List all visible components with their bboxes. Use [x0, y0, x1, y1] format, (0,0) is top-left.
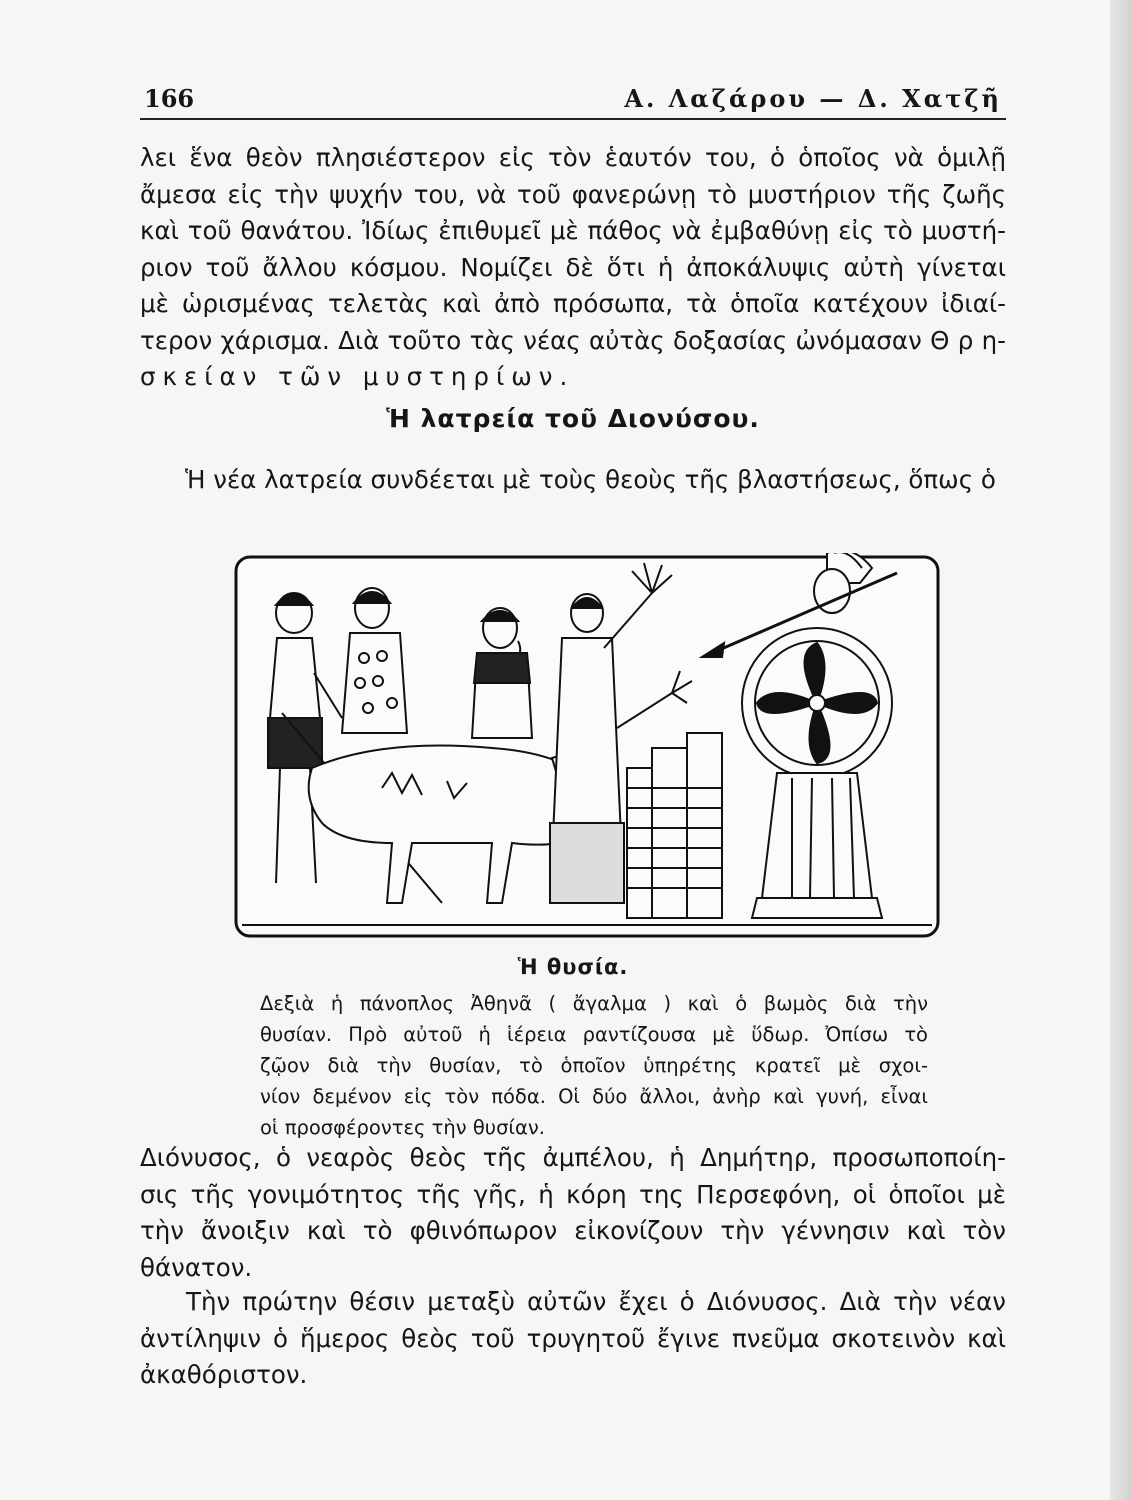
text-line: θάνατον. — [140, 1252, 253, 1282]
vase-painting-drawing — [232, 553, 942, 940]
text-line: ριον τοῦ ἄλλου κόσμου. Νομίζει δὲ ὅτι ἡ ἀποκάλυψις αὐτὴ γίνεται — [140, 252, 1006, 282]
text-line: Ἡ νέα λατρεία συνδέεται μὲ τοὺς θεοὺς τῆς βλαστήσεως, ὅπως ὁ — [185, 465, 996, 494]
text-line: σις τῆς γονιμότητος τῆς γῆς, ἡ κόρη της Περσεφόνη, οἱ ὁποῖοι μὲ — [140, 1179, 1006, 1209]
text-line: τὴν ἄνοιξιν καὶ τὸ φθινόπωρον εἰκονίζουν τὴν γέννησιν καὶ τὸν — [140, 1216, 1006, 1245]
caption-line: θυσίαν. Πρὸ αὐτοῦ ἡ ἱέρεια ραντίζουσα μὲ ὕδωρ. Ὀπίσω τὸ — [260, 1023, 928, 1046]
paragraph-1 — [140, 140, 1006, 396]
text-line: ἄμεσα εἰς τὴν ψυχήν του, νὰ τοῦ φανερώνῃ τὸ μυστήριον τῆς ζωῆς — [140, 179, 1006, 209]
running-head: Α. Λαζάρου — Δ. Χατζῆ — [624, 84, 1002, 113]
text-line: σκείαν τῶν μυστηρίων. — [140, 362, 575, 391]
figure-caption — [260, 988, 928, 1143]
text-line: ἀντίληψιν ὁ ἥμερος θεὸς τοῦ τρυγητοῦ ἔγινε πνεῦμα σκοτεινὸν καὶ — [140, 1323, 1006, 1353]
caption-line: ζῷον διὰ τὴν θυσίαν, τὸ ὁποῖον ὑπηρέτης κρατεῖ μὲ σχοι- — [260, 1054, 928, 1077]
caption-line: Δεξιὰ ἡ πάνοπλος Ἀθηνᾶ ( ἄγαλμα ) καὶ ὁ βωμὸς διὰ τὴν — [260, 992, 928, 1015]
text-line: Διόνυσος, ὁ νεαρὸς θεὸς τῆς ἀμπέλου, ἡ Δημήτηρ, προσωποποίη- — [140, 1143, 1006, 1172]
paragraph-2 — [185, 462, 1006, 499]
page-number: 166 — [144, 84, 195, 113]
text-line: Τὴν πρώτην θέσιν μεταξὺ αὐτῶν ἔχει ὁ Διόνυσος. Διὰ τὴν νέαν — [186, 1287, 1006, 1316]
paragraph-4 — [140, 1284, 1006, 1394]
figure-caption-title: Ἡ θυσία. — [517, 955, 629, 979]
page-edge-shadow — [1110, 0, 1132, 1500]
text-line: τερον χάρισμα. Διὰ τοῦτο τὰς νέας αὐτὰς δοξασίας ὠνόμασαν Θ ρ η- — [140, 325, 1006, 355]
page-header — [140, 78, 1006, 120]
text-line: ἀκαθόριστον. — [140, 1360, 308, 1389]
caption-line: οἱ προσφέροντες τὴν θυσίαν. — [260, 1116, 545, 1139]
paragraph-3 — [140, 1140, 1006, 1286]
text-line: καὶ τοῦ θανάτου. Ἰδίως ἐπιθυμεῖ μὲ πάθος νὰ ἐμβαθύνῃ εἰς τὸ μυστή- — [140, 216, 1006, 245]
text-line: μὲ ὡρισμένας τελετὰς καὶ ἀπὸ πρόσωπα, τὰ ὁποῖα κατέχουν ἰδιαί- — [140, 289, 1006, 318]
text-line: λει ἕνα θεὸν πλησιέστερον εἰς τὸν ἑαυτόν του, ὁ ὁποῖος νὰ ὁμιλῇ — [140, 143, 1006, 172]
caption-line: νίον δεμένον εἰς τὸν πόδα. Οἱ δύο ἄλλοι, ἀνὴρ καὶ γυνή, εἶναι — [260, 1085, 928, 1108]
sacrifice-illustration — [232, 553, 942, 940]
section-heading: Ἡ λατρεία τοῦ Διονύσου. — [386, 404, 760, 433]
